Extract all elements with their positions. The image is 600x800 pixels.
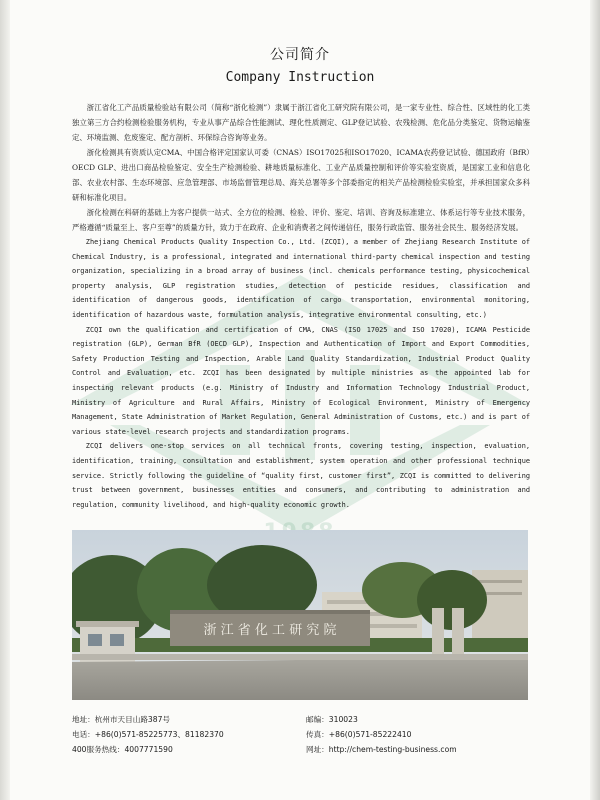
contact-info: [72, 712, 532, 757]
page-edge-right: [590, 0, 600, 800]
institute-gate-photo: [72, 530, 528, 700]
page-title-en: Company Instruction: [225, 70, 375, 85]
contact-website[interactable]: 网址：http://chem-testing-business.com: [306, 745, 457, 754]
paragraph-en-2: ZCQI own the qualification and certification of CMA, CNAS (ISO 17025 and ISO 17020), ICAMA Pesticide registration (GLP), German BfR (OECD GLP), Inspection and Authentication of Import and Export Commodities, Safety Production Testing and Inspection, Arable Land Quality Standardization, Industrial Product Quality Control and Evaluation, etc. ZCQI has been designated by multiple ministries as the appointed lab for inspecting relevant products (e.g. Ministry of Industry and Information Technology Industrial Product, Ministry of Agriculture and Rural Affairs, Ministry of Ecological Environment, Ministry of Emergency Management, State Administration of Market Regulation, General Administration of Customs, etc.) and is part of various state-level research projects and standardization programs.: [72, 325, 530, 436]
page-header: [0, 44, 600, 85]
contact-address: 地址：杭州市天目山路387号: [72, 715, 171, 724]
paragraph-cn-3: 浙化检测在科研的基础上为客户提供一站式、全方位的检测、检验、评价、鉴定、培训、咨询及标准建立、体系运行等专业技术服务，严格遵循“质量至上、客户至尊”的质量方针，致力于在政府、企业和消费者之间传递信任，服务行政监管、服务社会民生、服务经济发展。: [72, 208, 530, 232]
page-edge-left: [0, 0, 10, 800]
company-description: [72, 100, 530, 512]
contact-hotline: 400服务热线：4007771590: [72, 745, 173, 754]
page-title-cn: 公司简介: [270, 47, 330, 63]
paragraph-cn-2: 浙化检测具有资质认定CMA、中国合格评定国家认可委（CNAS）ISO17025和ISO17020、ICAMA农药登记试验、德国政府（BfR）OECD GLP、进出口商品检验鉴定、安全生产检测检验、耕地质量标准化、工业产品质量控制和评价等实验室资质，是国家工业和信息化部、农业农村部、生态环境部、应急管理部、市场监督管理总局、海关总署等多个部委指定的相关产品检测检验实验室，并承担国家众多科研和标准化项目。: [72, 148, 530, 202]
contact-postcode: 邮编：310023: [306, 715, 358, 724]
institute-signboard: 浙 江 省 化 工 研 究 院: [203, 623, 337, 638]
contact-phone: 电话：+86(0)571-85225773、81182370: [72, 730, 224, 739]
paragraph-en-1: Zhejiang Chemical Products Quality Inspection Co., Ltd. (ZCQI), a member of Zhejiang Research Institute of Chemical Industry, is a professional, integrated and international third-party chemical inspection and testing organization, specializing in a broad array of business (incl. chemicals performance testing, physicochemical property analysis, GLP registration studies, detection of pesticide residues, classification and identification of dangerous goods, identification of cargo transportation, environmental monitoring, identification of hazardous waste, formulation analysis, integrative environmental consulting, etc.): [72, 238, 530, 319]
paragraph-cn-1: 浙江省化工产品质量检验站有限公司（简称“浙化检测”）隶属于浙江省化工研究院有限公司，是一家专业性、综合性、区域性的化工类独立第三方合约检测检验服务机构，专业从事产品综合性能测试、理化性质测定、GLP登记试验、农残检测、危化品分类鉴定、货物运输鉴定、环境监测、危废鉴定、配方剖析、环保综合咨询等业务。: [72, 103, 530, 142]
contact-fax: 传真：+86(0)571-85222410: [306, 730, 412, 739]
paragraph-en-3: ZCQI delivers one-stop services on all technical fronts, covering testing, inspection, evaluation, identification, training, consultation and establishment, system operation and other professional technique service. Strictly following the guideline of “quality first, customer first”, ZCQI is committed to delivering trust between government, businesses entities and consumers, and contributing to administration and regulation, community livelihood, and high-quality economic growth.: [72, 442, 530, 509]
